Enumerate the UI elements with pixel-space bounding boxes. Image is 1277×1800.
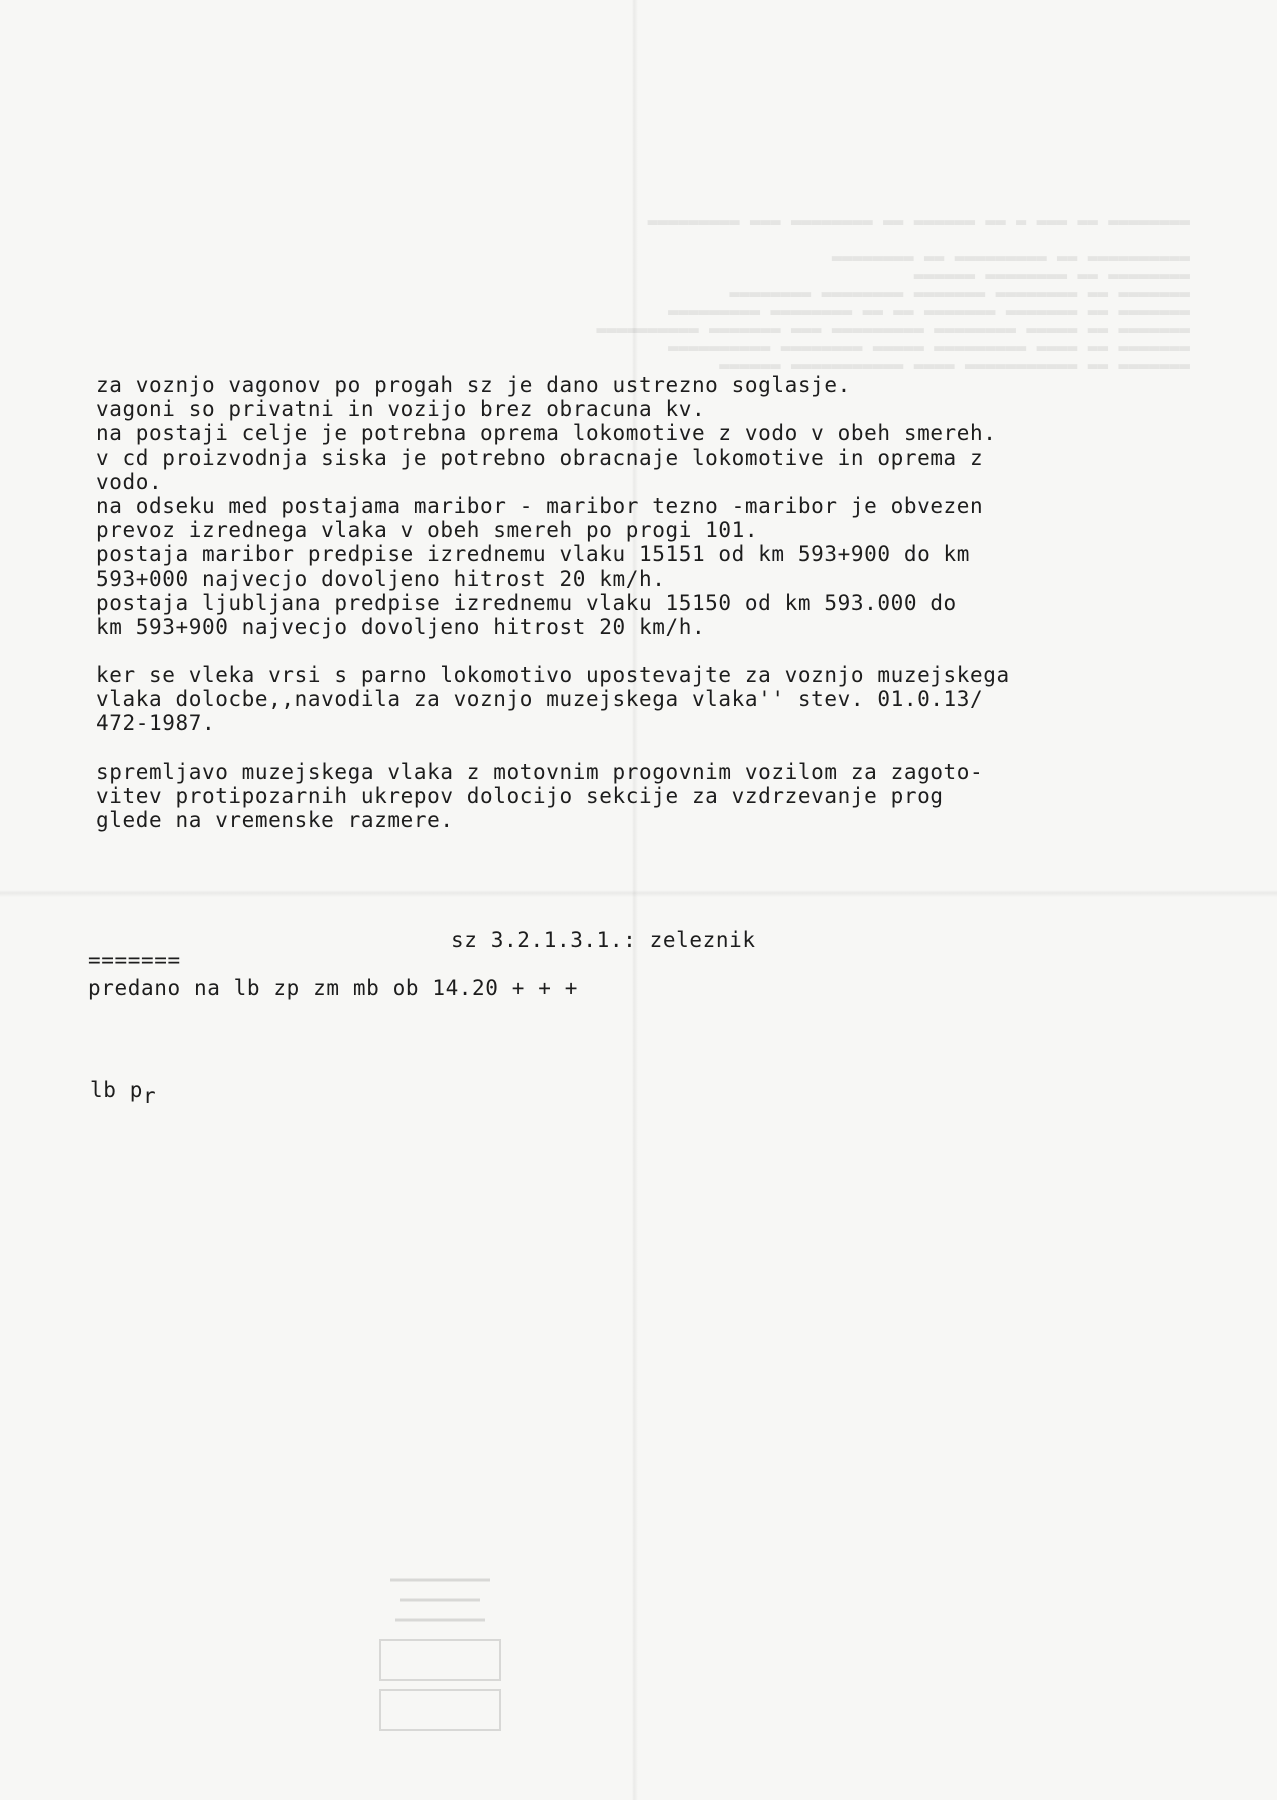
body-line: ker se vleka vrsi s parno lokomotivo upostevajte za voznjo muzejskega <box>96 663 1010 688</box>
transmission-note: predano na lb zp zm mb ob 14.20 + + + <box>88 976 578 1000</box>
body-line: vlaka dolocbe,,navodila za voznjo muzejskega vlaka'' stev. 01.0.13/ <box>96 687 984 712</box>
body-line: postaja ljubljana predpise izrednemu vlaku 15150 od km 593.000 do <box>96 590 957 615</box>
body-line: postaja maribor predpise izrednemu vlaku 15151 od km 593+900 do km <box>96 542 971 567</box>
operator-initials <box>90 1078 157 1108</box>
body-line: 472-1987. <box>96 711 216 736</box>
body-line: za voznjo vagonov po progah sz je dano ustrezno soglasje. <box>96 373 851 397</box>
signature-line: sz 3.2.1.3.1.: zeleznik <box>451 928 756 952</box>
body-line: glede na vremenske razmere. <box>96 808 454 832</box>
body-line: na postaji celje je potrebna oprema lokomotive z vodo v obeh smereh. <box>96 421 997 446</box>
body-line: 593+000 najvecjo dovoljeno hitrost 20 km/h. <box>96 566 666 591</box>
bleed-through-text: ▬▬▬▬▬▬▬▬ ▬▬ ▬▬▬ ▬ ▬▬ ▬▬▬▬▬▬ ▬▬ ▬▬▬▬▬▬▬▬ ▬▬▬ ▬▬▬▬▬▬▬▬▬ ▬▬▬▬▬▬▬▬▬▬ ▬▬ ▬▬▬▬▬▬▬▬▬ ▬▬ ▬▬▬▬▬▬▬▬ ▬▬▬▬▬▬▬▬ ▬▬ ▬▬▬▬▬▬▬▬ ▬▬▬▬▬▬ ▬▬▬▬▬▬▬ ▬▬ ▬▬▬▬▬▬▬▬ ▬▬▬▬▬▬▬ ▬▬▬▬▬▬▬▬ ▬▬▬▬▬▬▬▬ ▬▬▬▬▬▬▬ ▬▬ ▬▬▬▬▬▬▬ ▬▬▬▬▬▬▬ ▬▬ ▬▬ ▬▬▬▬▬▬▬▬ ▬▬▬▬▬▬▬▬▬ ▬▬▬▬▬▬▬ ▬▬ ▬▬▬▬▬ ▬▬▬▬▬▬▬▬ ▬▬▬▬▬▬▬▬▬ ▬▬▬ ▬▬▬▬▬▬▬ ▬▬▬▬▬▬▬▬▬▬ ▬▬▬▬▬▬▬ ▬▬ ▬▬▬▬ ▬▬▬▬▬▬▬▬▬ ▬▬▬▬▬ ▬▬▬▬▬▬▬▬ ▬▬▬▬▬▬▬▬▬▬ ▬▬▬▬▬▬▬ ▬▬ ▬▬▬▬▬▬▬▬▬▬▬ ▬▬▬▬ ▬▬▬▬▬▬▬▬▬▬▬ ▬▬▬▬▬▬ <box>596 212 1190 376</box>
telegram-body <box>96 373 1156 832</box>
body-line: na odseku med postajama maribor - maribor tezno -maribor je obvezen <box>96 493 984 518</box>
body-line: spremljavo muzejskega vlaka z motovnim progovnim vozilom za zagoto- <box>96 759 984 784</box>
body-line: vagoni so privatni in vozijo brez obracuna kv. <box>96 397 706 422</box>
initials-subscript: r <box>142 1084 157 1108</box>
body-line: v cd proizvodnja siska je potrebno obracnaje lokomotive in oprema z <box>96 445 984 470</box>
initials-text: lb p <box>90 1078 143 1102</box>
body-line: prevoz izrednega vlaka v obeh smereh po progi 101. <box>96 518 759 543</box>
body-line: vodo. <box>96 469 163 494</box>
body-line: vitev protipozarnih ukrepov dolocijo sekcije za vzdrzevanje prog <box>96 783 944 808</box>
body-line: km 593+900 najvecjo dovoljeno hitrost 20 km/h. <box>96 614 706 639</box>
stamp-ghost-icon <box>360 1560 520 1750</box>
separator-rule: ======= <box>88 948 181 972</box>
